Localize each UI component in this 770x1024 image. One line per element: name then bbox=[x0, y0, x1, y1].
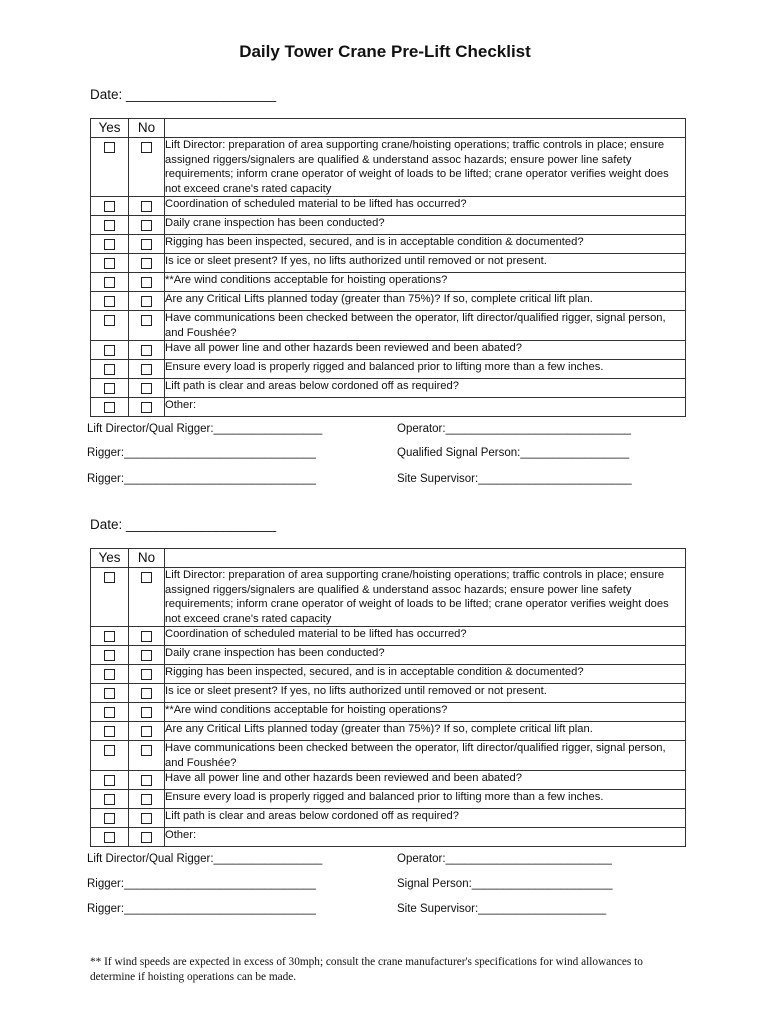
yes-checkbox[interactable] bbox=[104, 220, 115, 231]
checklist-table-2 bbox=[90, 548, 686, 847]
yes-cell bbox=[91, 646, 129, 665]
yes-checkbox[interactable] bbox=[104, 315, 115, 326]
no-checkbox[interactable] bbox=[141, 669, 152, 680]
no-cell bbox=[129, 828, 165, 847]
checklist-item-text: Rigging has been inspected, secured, and is in acceptable condition & documented? bbox=[165, 235, 686, 254]
checklist-row bbox=[91, 341, 686, 360]
checklist-row bbox=[91, 360, 686, 379]
no-checkbox[interactable] bbox=[141, 688, 152, 699]
checklist-row bbox=[91, 197, 686, 216]
checklist-item-text: Other: bbox=[165, 398, 686, 417]
no-checkbox[interactable] bbox=[141, 296, 152, 307]
checklist-row bbox=[91, 828, 686, 847]
checklist-item-text: Coordination of scheduled material to be lifted has occurred? bbox=[165, 627, 686, 646]
no-checkbox[interactable] bbox=[141, 726, 152, 737]
checklist-row bbox=[91, 703, 686, 722]
yes-column-header: Yes bbox=[91, 549, 129, 568]
no-cell bbox=[129, 627, 165, 646]
checklist-body-1 bbox=[91, 138, 686, 417]
no-column-header: No bbox=[129, 119, 165, 138]
sig-site-supervisor-1[interactable]: Site Supervisor:________________________ bbox=[397, 473, 632, 485]
checklist-item-text: Coordination of scheduled material to be lifted has occurred? bbox=[165, 197, 686, 216]
yes-cell bbox=[91, 741, 129, 771]
yes-cell bbox=[91, 398, 129, 417]
no-cell bbox=[129, 684, 165, 703]
checklist-row bbox=[91, 311, 686, 341]
yes-cell bbox=[91, 379, 129, 398]
no-checkbox[interactable] bbox=[141, 383, 152, 394]
checklist-row bbox=[91, 292, 686, 311]
yes-checkbox[interactable] bbox=[104, 745, 115, 756]
no-cell bbox=[129, 398, 165, 417]
sig-rigger-1b[interactable]: Rigger:______________________________ bbox=[87, 473, 316, 485]
checklist-row bbox=[91, 379, 686, 398]
yes-checkbox[interactable] bbox=[104, 201, 115, 212]
no-checkbox[interactable] bbox=[141, 277, 152, 288]
no-cell bbox=[129, 235, 165, 254]
checklist-row bbox=[91, 235, 686, 254]
checklist-table-1 bbox=[90, 118, 686, 417]
checklist-item-text: **Are wind conditions acceptable for hoisting operations? bbox=[165, 273, 686, 292]
yes-checkbox[interactable] bbox=[104, 832, 115, 843]
yes-checkbox[interactable] bbox=[104, 277, 115, 288]
checklist-row bbox=[91, 627, 686, 646]
checklist-item-text: Ensure every load is properly rigged and balanced prior to lifting more than a few inches. bbox=[165, 790, 686, 809]
yes-cell bbox=[91, 138, 129, 197]
yes-cell bbox=[91, 627, 129, 646]
sig-lift-director-2[interactable]: Lift Director/Qual Rigger:_________________ bbox=[87, 853, 323, 865]
wind-footnote: ** If wind speeds are expected in excess of 30mph; consult the crane manufacturer's specifications for wind allowances to determine if hoisting operations can be made. bbox=[90, 956, 643, 983]
no-cell bbox=[129, 771, 165, 790]
yes-checkbox[interactable] bbox=[104, 345, 115, 356]
yes-cell bbox=[91, 292, 129, 311]
yes-checkbox[interactable] bbox=[104, 142, 115, 153]
sig-rigger-2b[interactable]: Rigger:______________________________ bbox=[87, 903, 316, 915]
yes-cell bbox=[91, 273, 129, 292]
no-checkbox[interactable] bbox=[141, 402, 152, 413]
checklist-item-text: Is ice or sleet present? If yes, no lifts authorized until removed or not present. bbox=[165, 254, 686, 273]
checklist-row bbox=[91, 646, 686, 665]
no-checkbox[interactable] bbox=[141, 201, 152, 212]
no-checkbox[interactable] bbox=[141, 364, 152, 375]
checklist-item-text: Lift Director: preparation of area supporting crane/hoisting operations; traffic controls in place; ensure assigned riggers/signalers are qualified & understand assoc hazards; ensure power line safety requirements; inform crane operator of weight of loads to be lifted; crane operator verifies weight does not exceed crane's rated capacity bbox=[165, 568, 686, 627]
item-column-header bbox=[165, 549, 686, 568]
yes-checkbox[interactable] bbox=[104, 383, 115, 394]
checklist-row bbox=[91, 741, 686, 771]
no-cell bbox=[129, 216, 165, 235]
checklist-item-text: Rigging has been inspected, secured, and is in acceptable condition & documented? bbox=[165, 665, 686, 684]
no-checkbox[interactable] bbox=[141, 794, 152, 805]
checklist-item-text: Ensure every load is properly rigged and balanced prior to lifting more than a few inches. bbox=[165, 360, 686, 379]
no-cell bbox=[129, 197, 165, 216]
sig-rigger-2a[interactable]: Rigger:______________________________ bbox=[87, 878, 316, 890]
no-cell bbox=[129, 292, 165, 311]
sig-operator-2[interactable]: Operator:__________________________ bbox=[397, 853, 612, 865]
yes-checkbox[interactable] bbox=[104, 813, 115, 824]
checklist-body-2 bbox=[91, 568, 686, 847]
date-field-1[interactable]: Date: ____________________ bbox=[90, 87, 277, 102]
no-cell bbox=[129, 138, 165, 197]
yes-checkbox[interactable] bbox=[104, 650, 115, 661]
no-cell bbox=[129, 379, 165, 398]
no-cell bbox=[129, 809, 165, 828]
checklist-row bbox=[91, 684, 686, 703]
yes-cell bbox=[91, 809, 129, 828]
page-title: Daily Tower Crane Pre-Lift Checklist bbox=[239, 42, 531, 61]
yes-checkbox[interactable] bbox=[104, 258, 115, 269]
yes-checkbox[interactable] bbox=[104, 707, 115, 718]
checklist-row bbox=[91, 398, 686, 417]
yes-checkbox[interactable] bbox=[104, 364, 115, 375]
checklist-row bbox=[91, 273, 686, 292]
checklist-item-text: Have all power line and other hazards been reviewed and been abated? bbox=[165, 771, 686, 790]
no-checkbox[interactable] bbox=[141, 345, 152, 356]
yes-cell bbox=[91, 360, 129, 379]
yes-checkbox[interactable] bbox=[104, 402, 115, 413]
yes-cell bbox=[91, 790, 129, 809]
checklist-row bbox=[91, 790, 686, 809]
no-cell bbox=[129, 360, 165, 379]
checklist-row bbox=[91, 665, 686, 684]
yes-checkbox[interactable] bbox=[104, 572, 115, 583]
checklist-row bbox=[91, 568, 686, 627]
sig-signal-person-2[interactable]: Signal Person:______________________ bbox=[397, 878, 613, 890]
no-checkbox[interactable] bbox=[141, 832, 152, 843]
no-cell bbox=[129, 722, 165, 741]
checklist-item-text: Have communications been checked between the operator, lift director/qualified rigger, signal person, and Foushée? bbox=[165, 311, 686, 341]
checklist-item-text: **Are wind conditions acceptable for hoisting operations? bbox=[165, 703, 686, 722]
checklist-item-text: Lift path is clear and areas below cordoned off as required? bbox=[165, 379, 686, 398]
no-cell bbox=[129, 568, 165, 627]
item-column-header bbox=[165, 119, 686, 138]
yes-column-header: Yes bbox=[91, 119, 129, 138]
yes-cell bbox=[91, 341, 129, 360]
no-checkbox[interactable] bbox=[141, 220, 152, 231]
yes-checkbox[interactable] bbox=[104, 239, 115, 250]
no-checkbox[interactable] bbox=[141, 572, 152, 583]
date-field-2[interactable]: Date: ____________________ bbox=[90, 517, 277, 532]
yes-checkbox[interactable] bbox=[104, 669, 115, 680]
no-cell bbox=[129, 341, 165, 360]
yes-checkbox[interactable] bbox=[104, 631, 115, 642]
yes-checkbox[interactable] bbox=[104, 726, 115, 737]
no-checkbox[interactable] bbox=[141, 745, 152, 756]
no-cell bbox=[129, 273, 165, 292]
yes-cell bbox=[91, 235, 129, 254]
yes-cell bbox=[91, 684, 129, 703]
checklist-row bbox=[91, 216, 686, 235]
checklist-row bbox=[91, 254, 686, 273]
yes-cell bbox=[91, 722, 129, 741]
checklist-item-text: Lift Director: preparation of area supporting crane/hoisting operations; traffic controls in place; ensure assigned riggers/signalers are qualified & understand assoc hazards; ensure power line safety requirements; inform crane operator of weight of loads to be lifted; crane operator verifies weight does not exceed crane's rated capacity bbox=[165, 138, 686, 197]
no-cell bbox=[129, 254, 165, 273]
no-column-header: No bbox=[129, 549, 165, 568]
no-checkbox[interactable] bbox=[141, 315, 152, 326]
sig-site-supervisor-2[interactable]: Site Supervisor:____________________ bbox=[397, 903, 607, 915]
yes-cell bbox=[91, 197, 129, 216]
yes-cell bbox=[91, 665, 129, 684]
no-checkbox[interactable] bbox=[141, 650, 152, 661]
checklist-row bbox=[91, 138, 686, 197]
no-checkbox[interactable] bbox=[141, 258, 152, 269]
no-cell bbox=[129, 741, 165, 771]
sig-rigger-1a[interactable]: Rigger:______________________________ bbox=[87, 447, 316, 459]
no-cell bbox=[129, 703, 165, 722]
sig-lift-director-1[interactable]: Lift Director/Qual Rigger:_________________ bbox=[87, 423, 323, 435]
checklist-row bbox=[91, 771, 686, 790]
yes-cell bbox=[91, 311, 129, 341]
yes-cell bbox=[91, 254, 129, 273]
checklist-item-text: Other: bbox=[165, 828, 686, 847]
checklist-item-text: Lift path is clear and areas below cordoned off as required? bbox=[165, 809, 686, 828]
no-checkbox[interactable] bbox=[141, 707, 152, 718]
checklist-item-text: Daily crane inspection has been conducted? bbox=[165, 216, 686, 235]
yes-cell bbox=[91, 771, 129, 790]
no-checkbox[interactable] bbox=[141, 813, 152, 824]
yes-cell bbox=[91, 703, 129, 722]
yes-cell bbox=[91, 216, 129, 235]
no-checkbox[interactable] bbox=[141, 142, 152, 153]
yes-checkbox[interactable] bbox=[104, 688, 115, 699]
checklist-item-text: Daily crane inspection has been conducted? bbox=[165, 646, 686, 665]
yes-checkbox[interactable] bbox=[104, 296, 115, 307]
no-cell bbox=[129, 790, 165, 809]
checklist-item-text: Are any Critical Lifts planned today (greater than 75%)? If so, complete critical lift plan. bbox=[165, 292, 686, 311]
yes-checkbox[interactable] bbox=[104, 794, 115, 805]
yes-checkbox[interactable] bbox=[104, 775, 115, 786]
no-cell bbox=[129, 646, 165, 665]
checklist-item-text: Are any Critical Lifts planned today (greater than 75%)? If so, complete critical lift plan. bbox=[165, 722, 686, 741]
no-checkbox[interactable] bbox=[141, 775, 152, 786]
checklist-item-text: Is ice or sleet present? If yes, no lifts authorized until removed or not present. bbox=[165, 684, 686, 703]
no-cell bbox=[129, 311, 165, 341]
no-checkbox[interactable] bbox=[141, 239, 152, 250]
sig-signal-person-1[interactable]: Qualified Signal Person:_________________ bbox=[397, 447, 630, 459]
checklist-row bbox=[91, 722, 686, 741]
no-cell bbox=[129, 665, 165, 684]
sig-operator-1[interactable]: Operator:_____________________________ bbox=[397, 423, 632, 435]
yes-cell bbox=[91, 828, 129, 847]
checklist-row bbox=[91, 809, 686, 828]
checklist-item-text: Have communications been checked between the operator, lift director/qualified rigger, signal person, and Foushée? bbox=[165, 741, 686, 771]
no-checkbox[interactable] bbox=[141, 631, 152, 642]
checklist-item-text: Have all power line and other hazards been reviewed and been abated? bbox=[165, 341, 686, 360]
yes-cell bbox=[91, 568, 129, 627]
